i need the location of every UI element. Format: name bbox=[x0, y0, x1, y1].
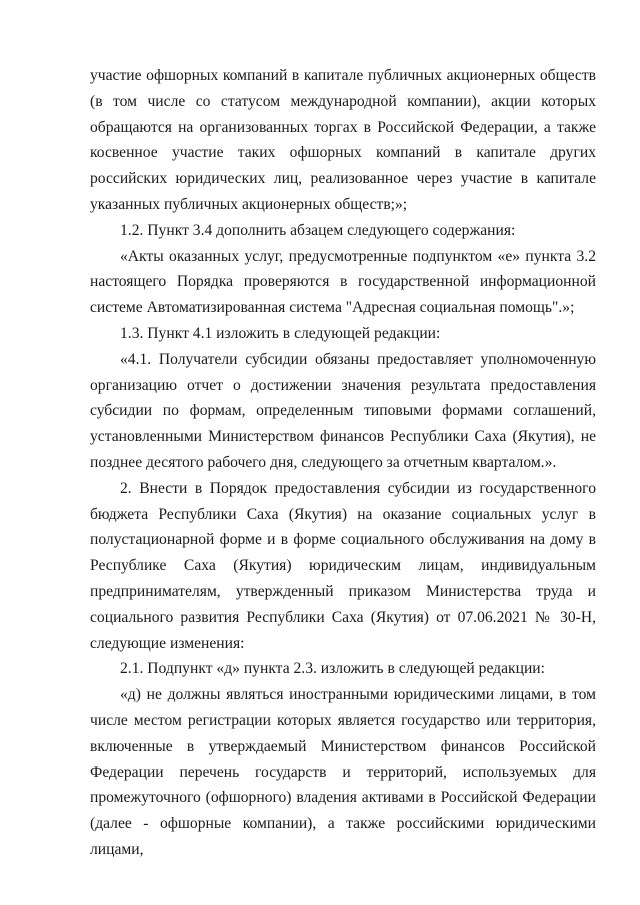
paragraph-1-2-heading: 1.2. Пункт 3.4 дополнить абзацем следующего содержания: bbox=[120, 221, 516, 239]
paragraph-2-amendments: 2. Внести в Порядок предоставления субсидии из государственного бюджета Республики Саха (Якутия) на оказание социальных услуг в полустационарной форме и в форме социального обслуживания на дому в Республике Саха (Якутия) юридическим лицам, индивидуальным предпринимателям, утвержденный приказом Министерства труда и социального развития Республики Саха (Якутия) от 07.06.2021 № 30-Н, следующие изменения: bbox=[90, 479, 596, 652]
paragraph-1-2-text: «Акты оказанных услуг, предусмотренные подпунктом «е» пункта 3.2 настоящего Порядка проверяются в государственной информационной системе Автоматизированная система "Адресная социальная помощь".»; bbox=[90, 247, 596, 317]
paragraph-4-1-text: «4.1. Получатели субсидии обязаны предоставляет уполномоченную организацию отчет о достижении значения результата предоставления субсидии по формам, определенным типовыми формами соглашений, установленными Министерством финансов Республики Саха (Якутия), не позднее десятого рабочего дня, следующего за отчетным кварталом.». bbox=[90, 350, 596, 471]
document-body bbox=[90, 63, 596, 863]
paragraph-2-1-heading: 2.1. Подпункт «д» пункта 2.3. изложить в следующей редакции: bbox=[120, 660, 545, 678]
paragraph-offshore-participation-continued: участие офшорных компаний в капитале публичных акционерных обществ (в том числе со статусом международной компании), акции которых обращаются на организованных торгах в Российской Федерации, а также косвенное участие таких офшорных компаний в капитале других российских юридических лиц, реализованное через участие в капитале указанных публичных акционерных обществ;»; bbox=[90, 67, 596, 213]
paragraph-1-3-heading: 1.3. Пункт 4.1 изложить в следующей редакции: bbox=[120, 324, 441, 342]
paragraph-2-1-d-text: «д) не должны являться иностранными юридическими лицами, в том числе местом регистрации которых является государство или территория, включенные в утверждаемый Министерством финансов Российской Федерации перечень государств и территорий, используемых для промежуточного (офшорного) владения активами в Российской Федерации (далее - офшорные компании), а также российскими юридическими лицами, bbox=[90, 686, 596, 858]
